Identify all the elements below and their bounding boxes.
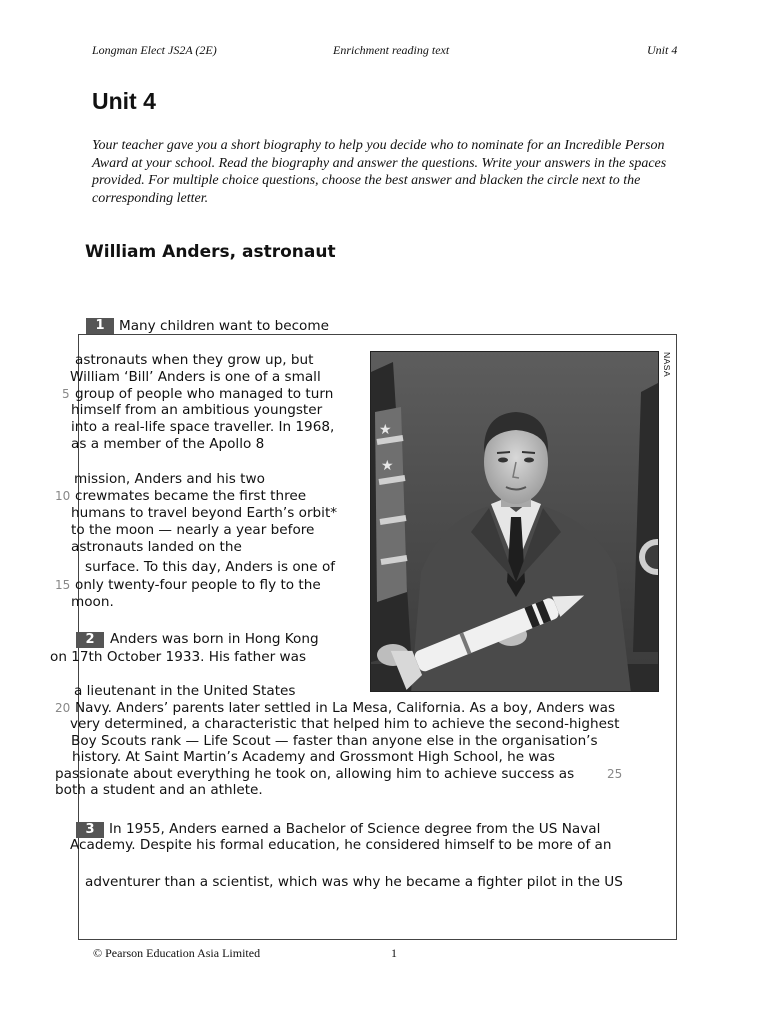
text-line: Boy Scouts rank — Life Scout — faster than anyone else in the organisation’s (71, 733, 598, 749)
text-line: moon. (71, 594, 114, 610)
header-unit: Unit 4 (647, 43, 678, 57)
svg-text:★: ★ (381, 458, 394, 474)
text-line: William ‘Bill’ Anders is one of a small (70, 369, 321, 385)
portrait-image (371, 352, 659, 692)
svg-text:★: ★ (379, 422, 392, 438)
text-line: mission, Anders and his two (74, 471, 265, 487)
line-number-20: 20 (55, 701, 71, 715)
biography-title: William Anders, astronaut (85, 242, 336, 262)
text-line: group of people who managed to turn (75, 386, 334, 402)
line-number-15: 15 (55, 578, 71, 592)
text-line: very determined, a characteristic that helped him to achieve the second-highest (70, 716, 620, 732)
text-line: Anders was born in Hong Kong (110, 631, 319, 647)
text-line: Academy. Despite his formal education, he considered himself to be more of an (70, 837, 612, 853)
text-line: history. At Saint Martin’s Academy and Grossmont High School, he was (72, 749, 555, 765)
text-line: a lieutenant in the United States (74, 683, 296, 699)
text-line: both a student and an athlete. (55, 782, 263, 798)
text-line: adventurer than a scientist, which was why he became a fighter pilot in the US (85, 874, 623, 890)
paragraph-number-3: 3 (76, 822, 104, 838)
text-line: humans to travel beyond Earth’s orbit* (71, 505, 338, 521)
astronaut-photo (370, 351, 659, 692)
paragraph-number-1: 1 (86, 318, 114, 334)
instructions: Your teacher gave you a short biography to help you decide who to nominate for an Incredible Person Award at your school. Read the biography and answer the questions. Write your answers in the spaces provided. For multiple choice questions, choose the best answer and blacken the circle next to the corresponding letter. (92, 138, 667, 206)
line-number-10: 10 (55, 489, 71, 503)
text-line: In 1955, Anders earned a Bachelor of Science degree from the US Naval (109, 821, 601, 837)
line-number-5: 5 (62, 387, 70, 401)
header-section-title: Enrichment reading text (333, 43, 450, 57)
text-line: to the moon — nearly a year before (71, 522, 315, 538)
footer-copyright: © Pearson Education Asia Limited (93, 946, 261, 960)
text-line: Navy. Anders’ parents later settled in La Mesa, California. As a boy, Anders was (75, 700, 616, 716)
text-line: passionate about everything he took on, allowing him to achieve success as (55, 766, 575, 782)
text-line: only twenty-four people to fly to the (75, 577, 321, 593)
text-line: astronauts when they grow up, but (75, 352, 314, 368)
text-line: crewmates became the first three (75, 488, 307, 504)
text-line: into a real-life space traveller. In 1968, (71, 419, 335, 435)
text-line: on 17th October 1933. His father was (50, 649, 307, 665)
footer-page-number: 1 (391, 946, 397, 960)
text-line: Many children want to become (119, 318, 329, 334)
header-book-title: Longman Elect JS2A (2E) (92, 43, 217, 57)
photo-credit: NASA (662, 352, 672, 378)
paragraph-number-2: 2 (76, 632, 104, 648)
line-number-25: 25 (607, 767, 623, 781)
text-line: surface. To this day, Anders is one of (85, 559, 336, 575)
unit-title: Unit 4 (92, 88, 156, 114)
text-line: himself from an ambitious youngster (71, 402, 323, 418)
text-line: astronauts landed on the (71, 539, 242, 555)
text-line: as a member of the Apollo 8 (71, 436, 265, 452)
